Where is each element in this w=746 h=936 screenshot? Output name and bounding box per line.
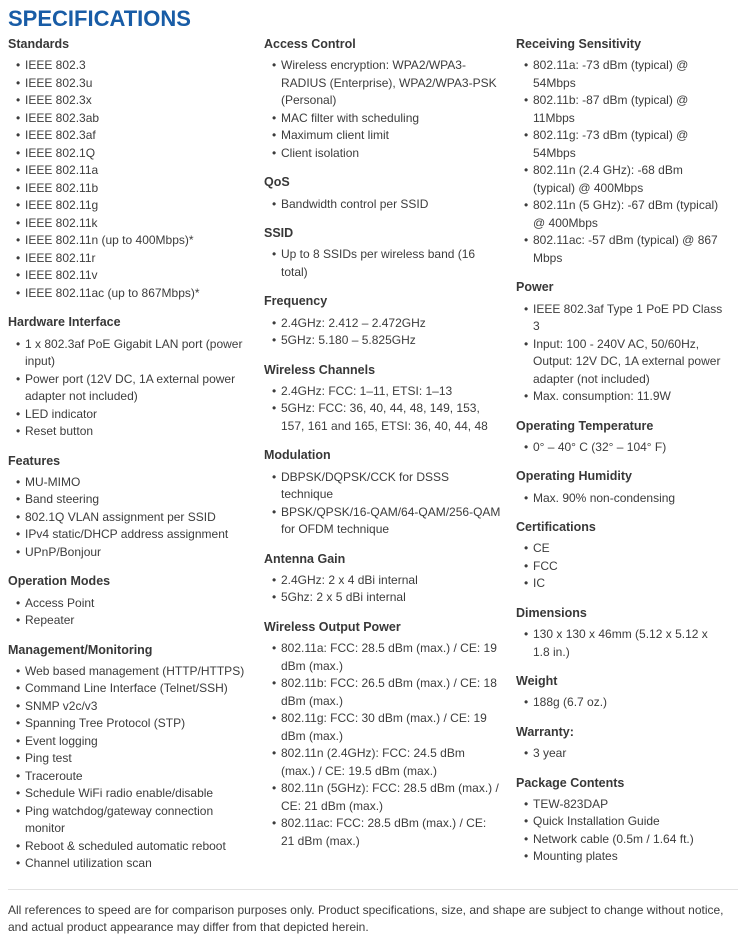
spec-item: • Max. 90% non-condensing: [524, 490, 724, 508]
spec-item: • Power port (12V DC, 1A external power adapter not included): [16, 371, 250, 406]
spec-item: • 2.4GHz: 2.412 – 2.472GHz: [272, 315, 502, 333]
spec-item: • IEEE 802.3x: [16, 92, 250, 110]
section-bullet-list: [516, 694, 724, 712]
spec-item: • Ping watchdog/gateway connection monitor: [16, 803, 250, 838]
spec-section: [516, 724, 724, 763]
section-heading: Features: [8, 453, 61, 468]
section-heading: Standards: [8, 37, 70, 51]
column-left: [8, 36, 264, 885]
section-heading: Warranty:: [516, 724, 574, 739]
section-bullet-list: [264, 315, 502, 350]
spec-item: • IEEE 802.3: [16, 57, 250, 75]
section-heading: Operation Modes: [8, 574, 111, 589]
spec-item: • IEEE 802.1Q: [16, 145, 250, 163]
section-bullet-list: [516, 540, 724, 593]
spec-section: [516, 519, 724, 593]
spec-item: • 1 x 802.3af PoE Gigabit LAN port (power input): [16, 336, 250, 371]
spec-item: • UPnP/Bonjour: [16, 544, 250, 562]
spec-item: • Client isolation: [272, 145, 502, 163]
spec-item: • IPv4 static/DHCP address assignment: [16, 526, 250, 544]
spec-item: • IEEE 802.11b: [16, 180, 250, 198]
section-bullet-list: [516, 57, 724, 267]
spec-item: • Max. consumption: 11.9W: [524, 388, 724, 406]
spec-section: [264, 36, 502, 162]
spec-item: • Event logging: [16, 733, 250, 751]
spec-item: • Schedule WiFi radio enable/disable: [16, 785, 250, 803]
spec-item: • IEEE 802.11g: [16, 197, 250, 215]
spec-item: • Repeater: [16, 612, 250, 630]
section-heading: Receiving Sensitivity: [516, 37, 642, 51]
spec-item: • 802.11g: FCC: 30 dBm (max.) / CE: 19 dBm (max.): [272, 710, 502, 745]
section-heading: Weight: [516, 674, 558, 688]
spec-item: • CE: [524, 540, 724, 558]
spec-item: • 802.11b: FCC: 26.5 dBm (max.) / CE: 18 dBm (max.): [272, 675, 502, 710]
spec-section: [264, 225, 502, 281]
spec-item: • IC: [524, 575, 724, 593]
spec-item: • FCC: [524, 558, 724, 576]
spec-item: • Channel utilization scan: [16, 855, 250, 873]
section-bullet-list: [516, 439, 724, 457]
spec-section: [264, 447, 502, 538]
section-heading: Access Control: [264, 37, 356, 51]
spec-item: • Band steering: [16, 491, 250, 509]
spec-item: • MAC filter with scheduling: [272, 110, 502, 128]
spec-section: [264, 619, 502, 850]
section-heading: Operating Temperature: [516, 418, 654, 433]
spec-item: • 802.11n (2.4GHz): FCC: 24.5 dBm (max.) / CE: 19.5 dBm (max.): [272, 745, 502, 780]
section-heading: Wireless Output Power: [264, 619, 401, 634]
spec-section: [516, 418, 724, 457]
spec-item: • 802.11a: FCC: 28.5 dBm (max.) / CE: 19 dBm (max.): [272, 640, 502, 675]
section-heading: Package Contents: [516, 775, 625, 790]
spec-item: • Reboot & scheduled automatic reboot: [16, 838, 250, 856]
spec-item: • 188g (6.7 oz.): [524, 694, 724, 712]
spec-item: • SNMP v2c/v3: [16, 698, 250, 716]
spec-section: [516, 279, 724, 405]
spec-item: • 2.4GHz: FCC: 1–11, ETSI: 1–13: [272, 383, 502, 401]
section-bullet-list: [264, 640, 502, 850]
section-bullet-list: [264, 57, 502, 162]
spec-item: • Spanning Tree Protocol (STP): [16, 715, 250, 733]
section-heading: Frequency: [264, 294, 328, 309]
spec-item: • Mounting plates: [524, 848, 724, 866]
section-heading: SSID: [264, 226, 294, 240]
spec-item: • IEEE 802.3u: [16, 75, 250, 93]
spec-section: [8, 314, 250, 440]
spec-section: [8, 453, 250, 562]
spec-section: [516, 36, 724, 267]
footer-disclaimer: All references to speed are for comparison purposes only. Product specifications, size, and shape are subject to change without notice, and actual product appearance may differ from that depicted herein.: [8, 889, 738, 936]
section-heading: Antenna Gain: [264, 551, 346, 566]
section-bullet-list: [516, 745, 724, 763]
spec-item: • Input: 100 - 240V AC, 50/60Hz, Output: 12V DC, 1A external power adapter (not included): [524, 336, 724, 389]
spec-item: • IEEE 802.11r: [16, 250, 250, 268]
section-bullet-list: [8, 595, 250, 630]
section-bullet-list: [8, 336, 250, 441]
section-heading: Dimensions: [516, 605, 587, 620]
section-bullet-list: [264, 383, 502, 436]
spec-section: [264, 362, 502, 436]
spec-item: • 802.11ac: -57 dBm (typical) @ 867 Mbps: [524, 232, 724, 267]
section-bullet-list: [516, 301, 724, 406]
spec-item: • BPSK/QPSK/16-QAM/64-QAM/256-QAM for OFDM technique: [272, 504, 502, 539]
spec-item: • IEEE 802.3af Type 1 PoE PD Class 3: [524, 301, 724, 336]
spec-item: • IEEE 802.11ac (up to 867Mbps)*: [16, 285, 250, 303]
spec-item: • Wireless encryption: WPA2/WPA3-RADIUS (Enterprise), WPA2/WPA3-PSK (Personal): [272, 57, 502, 110]
section-heading: QoS: [264, 175, 290, 190]
section-bullet-list: [516, 490, 724, 508]
spec-item: • Command Line Interface (Telnet/SSH): [16, 680, 250, 698]
spec-item: • LED indicator: [16, 406, 250, 424]
section-bullet-list: [8, 474, 250, 562]
section-heading: Certifications: [516, 520, 596, 534]
spec-item: • 5GHz: FCC: 36, 40, 44, 48, 149, 153, 157, 161 and 165, ETSI: 36, 40, 44, 48: [272, 400, 502, 435]
spec-item: • DBPSK/DQPSK/CCK for DSSS technique: [272, 469, 502, 504]
section-bullet-list: [516, 626, 724, 661]
spec-item: • Network cable (0.5m / 1.64 ft.): [524, 831, 724, 849]
spec-section: [516, 605, 724, 661]
spec-item: • 802.11a: -73 dBm (typical) @ 54Mbps: [524, 57, 724, 92]
spec-section: [516, 775, 724, 866]
spec-section: [8, 642, 250, 873]
spec-section: [264, 174, 502, 213]
spec-section: [8, 573, 250, 629]
section-heading: Modulation: [264, 448, 331, 463]
spec-item: • MU-MIMO: [16, 474, 250, 492]
spec-item: • Reset button: [16, 423, 250, 441]
spec-item: • Traceroute: [16, 768, 250, 786]
spec-item: • IEEE 802.11v: [16, 267, 250, 285]
spec-item: • IEEE 802.11a: [16, 162, 250, 180]
section-heading: Management/Monitoring: [8, 642, 153, 657]
spec-item: • 802.11ac: FCC: 28.5 dBm (max.) / CE: 21 dBm (max.): [272, 815, 502, 850]
section-bullet-list: [8, 663, 250, 873]
spec-item: • 802.11g: -73 dBm (typical) @ 54Mbps: [524, 127, 724, 162]
spec-item: • Ping test: [16, 750, 250, 768]
spec-item: • 802.11n (5 GHz): -67 dBm (typical) @ 400Mbps: [524, 197, 724, 232]
section-heading: Operating Humidity: [516, 469, 632, 484]
spec-item: • IEEE 802.11n (up to 400Mbps)*: [16, 232, 250, 250]
spec-item: • 802.11n (5GHz): FCC: 28.5 dBm (max.) / CE: 21 dBm (max.): [272, 780, 502, 815]
page-title: SPECIFICATIONS: [8, 6, 191, 31]
spec-item: • 0° – 40° C (32° – 104° F): [524, 439, 724, 457]
spec-item: • 130 x 130 x 46mm (5.12 x 5.12 x 1.8 in.): [524, 626, 724, 661]
spec-item: • Quick Installation Guide: [524, 813, 724, 831]
spec-item: • IEEE 802.11k: [16, 215, 250, 233]
spec-item: • 5Ghz: 2 x 5 dBi internal: [272, 589, 502, 607]
section-bullet-list: [516, 796, 724, 866]
spec-item: • Maximum client limit: [272, 127, 502, 145]
section-heading: Hardware Interface: [8, 315, 121, 330]
spec-section: [264, 293, 502, 349]
spec-item: • 2.4GHz: 2 x 4 dBi internal: [272, 572, 502, 590]
spec-section: [516, 468, 724, 507]
spec-item: • Up to 8 SSIDs per wireless band (16 total): [272, 246, 502, 281]
spec-item: • 802.11n (2.4 GHz): -68 dBm (typical) @ 400Mbps: [524, 162, 724, 197]
spec-item: • 5GHz: 5.180 – 5.825GHz: [272, 332, 502, 350]
section-bullet-list: [264, 196, 502, 214]
section-bullet-list: [264, 572, 502, 607]
spec-item: • 3 year: [524, 745, 724, 763]
spec-section: [264, 551, 502, 607]
spec-item: • TEW-823DAP: [524, 796, 724, 814]
spec-columns: [8, 36, 738, 885]
spec-item: • Web based management (HTTP/HTTPS): [16, 663, 250, 681]
section-heading: Power: [516, 280, 554, 295]
spec-item: • IEEE 802.3af: [16, 127, 250, 145]
section-bullet-list: [264, 469, 502, 539]
spec-section: [516, 673, 724, 712]
spec-item: • Bandwidth control per SSID: [272, 196, 502, 214]
section-bullet-list: [264, 246, 502, 281]
column-right: [516, 36, 738, 878]
spec-item: • Access Point: [16, 595, 250, 613]
column-middle: [264, 36, 516, 862]
section-bullet-list: [8, 57, 250, 302]
section-heading: Wireless Channels: [264, 362, 376, 377]
spec-item: • 802.11b: -87 dBm (typical) @ 11Mbps: [524, 92, 724, 127]
spec-section: [8, 36, 250, 302]
spec-item: • IEEE 802.3ab: [16, 110, 250, 128]
spec-item: • 802.1Q VLAN assignment per SSID: [16, 509, 250, 527]
